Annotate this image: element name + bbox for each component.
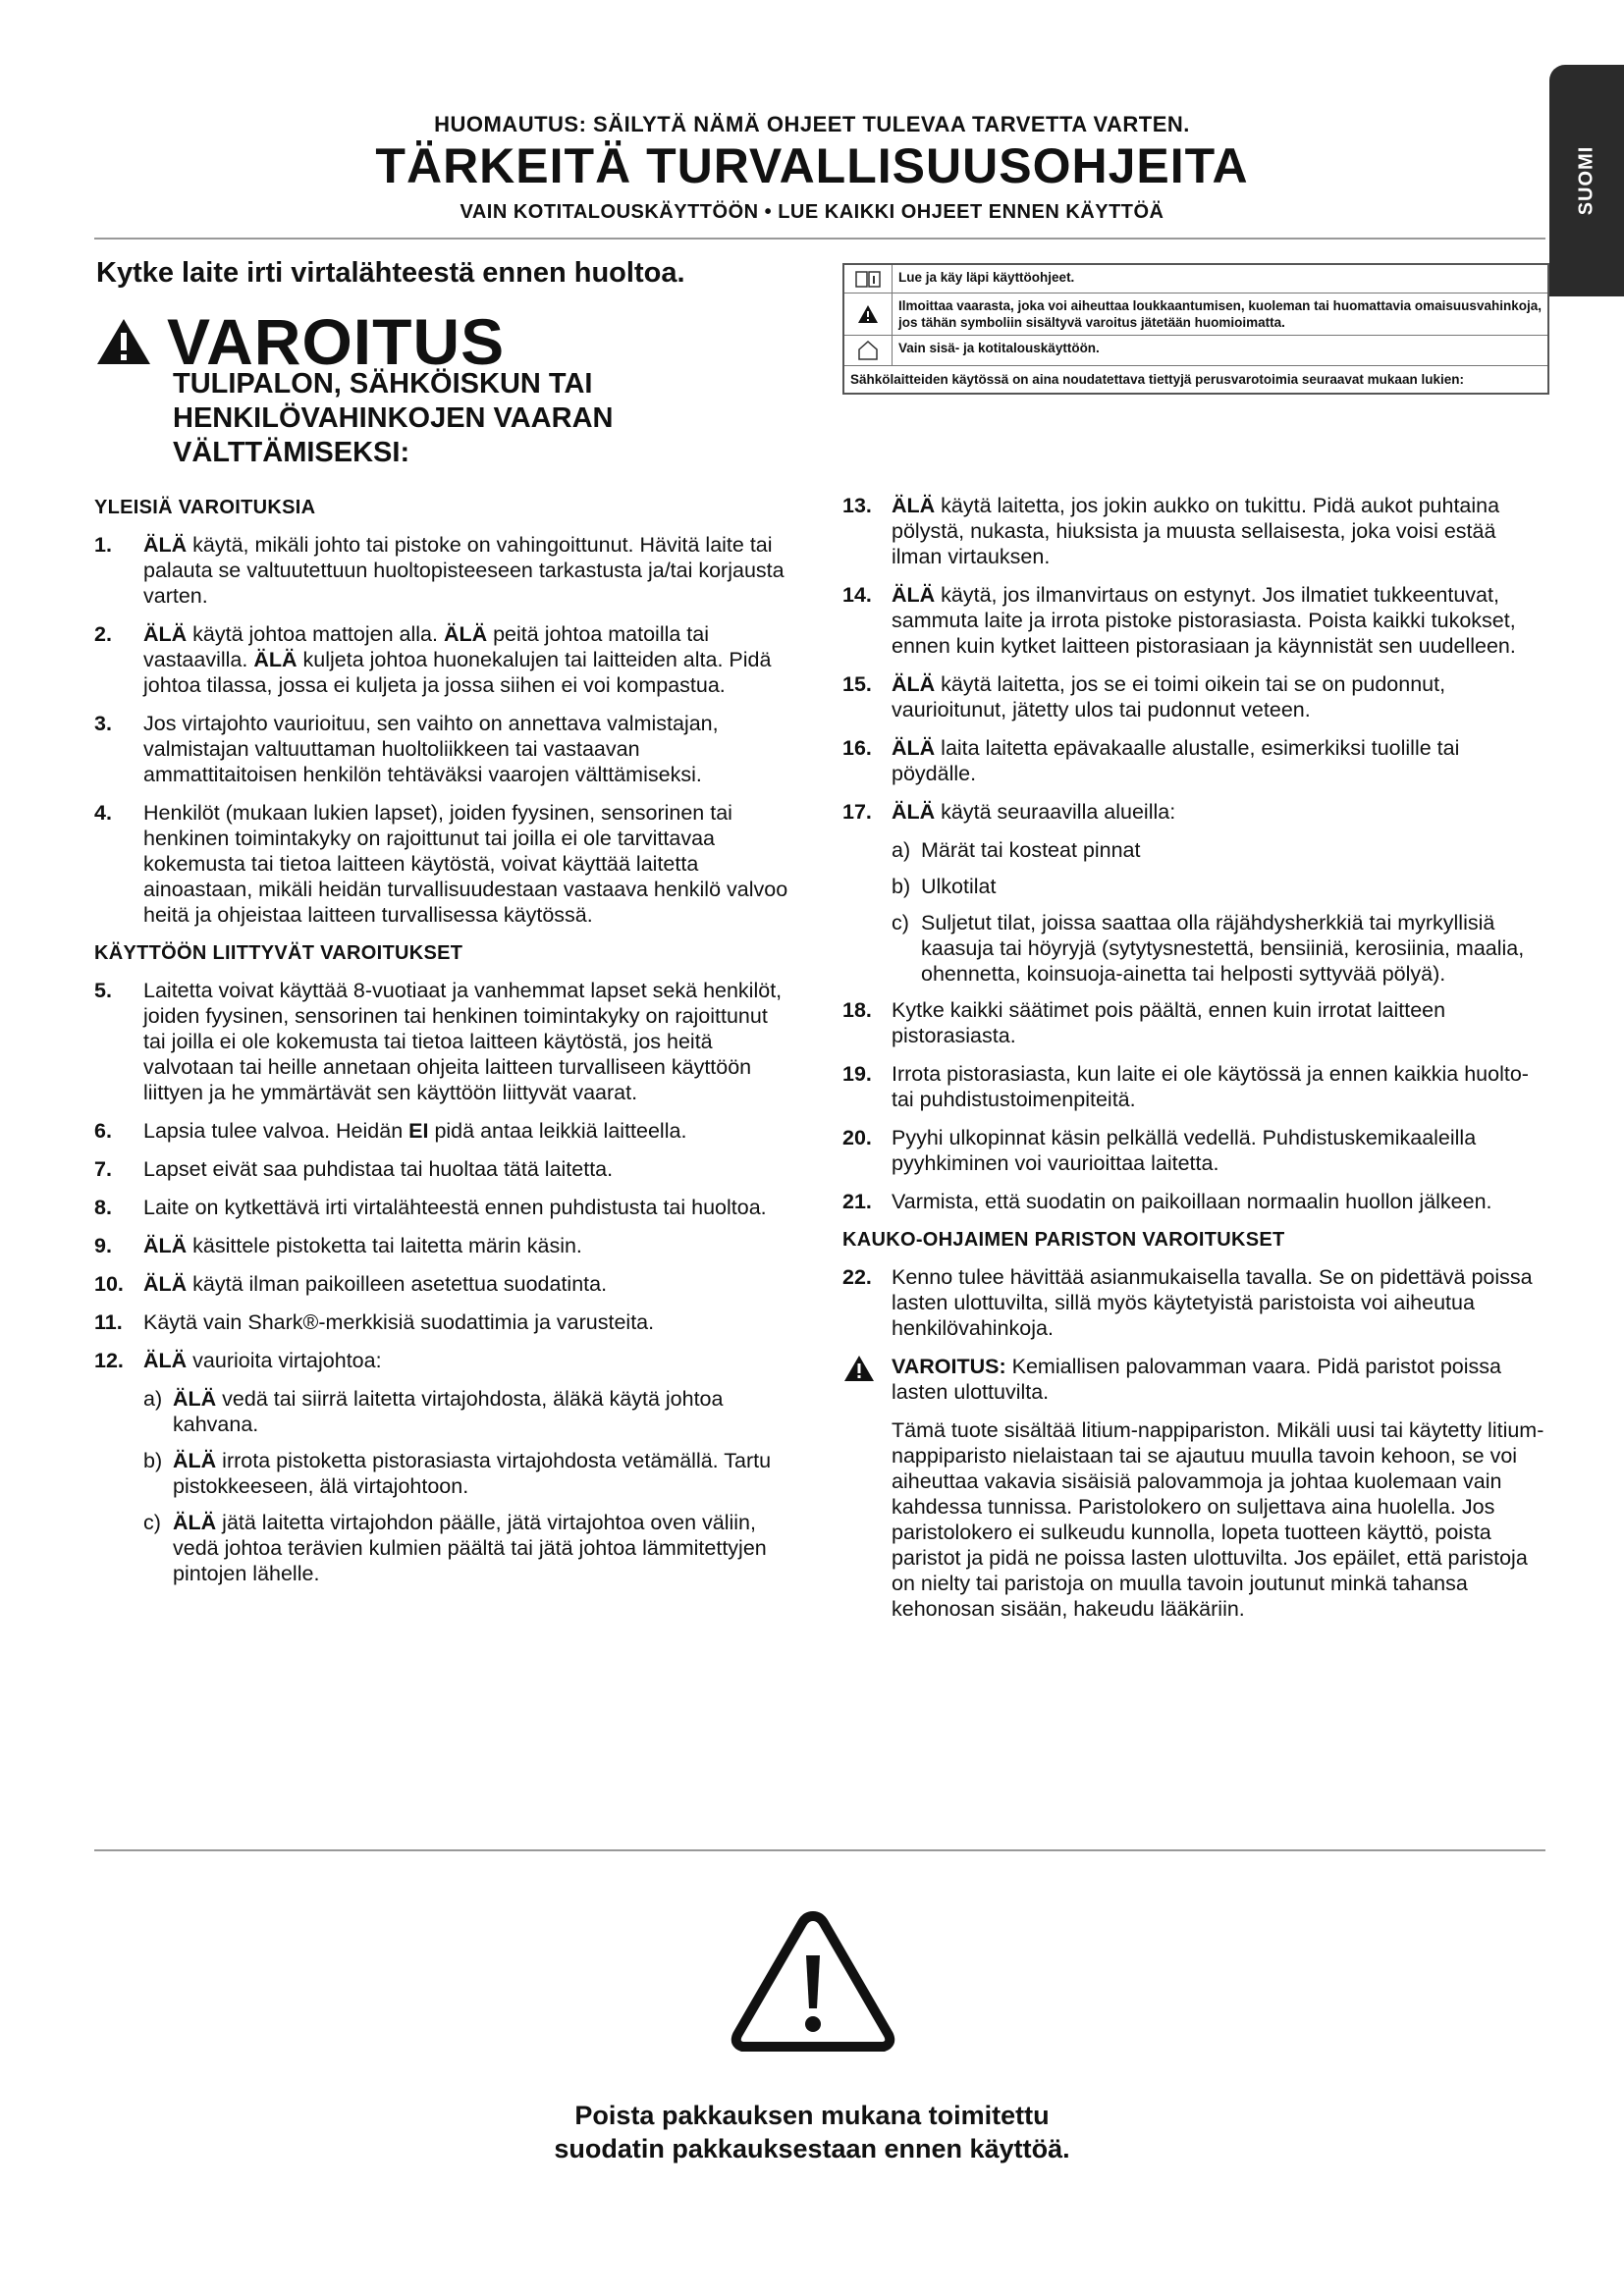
use-warnings-heading: KÄYTTÖÖN LIITTYVÄT VAROITUKSET [94,942,463,964]
list-item: 5. Laitetta voivat käyttää 8-vuotiaat ja vanhemmat lapset sekä henkilöt, joiden fyysinen, sensorinen tai henkinen toimintakyky on rajoittunut tai joilla ei ole kokemusta tai tietoa laitteen käytöstä, jos heitä valvotaan tai heille annetaan ohjeita laitteen turvalliseen käyttöön liittyen ja he ymmärtävät sen käyttöön liittyvät vaarat. [94,979,783,1104]
manual-book-icon [854,269,882,289]
unplug-notice: Kytke laite irti virtalähteestä ennen huoltoa. [96,257,685,289]
list-item: 10. ÄLÄ käytä ilman paikoilleen asetettua suodatinta. [94,1272,608,1296]
list-item: 20. Pyyhi ulkopinnat käsin pelkällä vedellä. Puhdistuskemikaaleilla pyyhkiminen voi vaurioittaa laitetta. [842,1126,1477,1175]
list-item: 17. ÄLÄ käytä seuraavilla alueilla: [842,800,1176,824]
list-item: 7. Lapset eivät saa puhdistaa tai huoltaa tätä laitetta. [94,1157,614,1181]
list-item: 16. ÄLÄ laita laitetta epävakaalle alustalle, esimerkiksi tuolille tai pöydälle. [842,736,1460,785]
battery-warnings-heading: KAUKO-OHJAIMEN PARISTON VAROITUKSET [842,1229,1285,1251]
large-warning-icon [729,1906,897,2056]
legend-row-precautions: Sähkölaitteiden käytössä on aina noudatettava tiettyjä perusvarotoimia seuraavat mukaan lukien: [850,372,1464,387]
warning-word: VAROITUS [167,305,506,378]
warning-triangle-icon [842,1354,876,1383]
list-item: 6. Lapsia tulee valvoa. Heidän EI pidä antaa leikkiä laitteella. [94,1119,687,1143]
legend-row-indoor: Vain sisä- ja kotitalouskäyttöön. [898,341,1100,355]
list-item: 13. ÄLÄ käytä laitetta, jos jokin aukko on tukittu. Pidä aukot puhtaina pölystä, nukasta, hiuksista ja muusta sellaisesta, joka voisi estää ilman virtauksen. [842,494,1500,568]
lithium-paragraph: Tämä tuote sisältää litium-nappipariston. Mikäli uusi tai käytetty litium-nappiparisto nielaistaan tai se ajautuu muulla tavoin kehoon, se voi aiheuttaa vakavia sisäisiä palovammoja ja johtaa kuolemaan vain kahdessa tunnissa. Paristolokero on suljettava aina huolella. Jos paristolokero ei sulkeudu kunnolla, lopeta tuotteen käyttö, poista paristot ja pidä ne poissa lasten ulottuvilta. Jos epäilet, että paristoja on nielty tai paristoja on muulla tavoin joutunut minkä tahansa kehonosan sisään, hakeudu lääkäriin. [892,1418,1544,1621]
sub-list-item: a) ÄLÄ vedä tai siirrä laitetta virtajohdosta, äläkä käytä johtoa kahvana. [143,1387,724,1436]
general-warnings-heading: YLEISIÄ VAROITUKSIA [94,497,316,518]
sub-list-item: c) Suljetut tilat, joissa saattaa olla räjähdysherkkiä tai myrkyllisiä kaasuja tai höyryjä (sytytysnestettä, bensiiniä, kerosiinia, maalia, ohennetta, koinsuoja-ainetta tai helposti syttyvää pölyä). [892,911,1525,986]
list-item: 3. Jos virtajohto vaurioituu, sen vaihto on annettava valmistajan, valmistajan valtuuttaman huoltoliikkeen tai vastaavan ammattitaitoisen henkilön tehtäväksi vaarojen välttämiseksi. [94,712,719,786]
list-item: 18. Kytke kaikki säätimet pois päältä, ennen kuin irrotat laitteen pistorasiasta. [842,998,1446,1047]
warning-triangle-icon [94,316,153,367]
list-item: 9. ÄLÄ käsittele pistoketta tai laitetta märin käsin. [94,1234,582,1257]
battery-warning: VAROITUS: Kemiallisen palovamman vaara. Pidä paristot poissa lasten ulottuvilta. [842,1354,1545,1405]
list-item: 8. Laite on kytkettävä irti virtalähteestä ennen puhdistusta tai huoltoa. [94,1196,767,1219]
list-item: 4. Henkilöt (mukaan lukien lapset), joiden fyysinen, sensorinen tai henkinen toimintakyky on rajoittunut tai joilla ei ole tarvittavaa kokemusta tai tietoa laitteen käytöstä, voivat käyttää laitetta ainoastaan, mikäli heidän turvallisuudestaan vastaava henkilö valvoo heitä ja ohjeistaa laitteen turvallisessa käytössä. [94,801,788,927]
legend-row-warning: Ilmoittaa vaarasta, joka voi aiheuttaa loukkaantumisen, kuoleman tai huomattavia omaisuusvahinkoja, jos tähän symboliin sisältyvä varoitus jätetään huomioimatta. [898,298,1542,330]
list-item: 1. ÄLÄ käytä, mikäli johto tai pistoke on vahingoittunut. Hävitä laite tai palauta se valtuutettuun huoltopisteeseen tarkastusta ja/tai korjausta varten. [94,533,785,608]
list-item: 22. Kenno tulee hävittää asianmukaisella tavalla. Se on pidettävä poissa lasten ulottuvilta, sillä myös käytetyistä paristoista voi aiheutua henkilövahinkoja. [842,1265,1533,1340]
right-column [842,493,1545,1632]
header-divider [94,238,1545,240]
list-item: 14. ÄLÄ käytä, jos ilmanvirtaus on estynyt. Jos ilmatiet tukkeentuvat, sammuta laite ja irrota pistoke pistorasiasta. Poista kaikki tukokset, ennen kuin kytket laitteen pistorasiaan ja käynnistät sen uudelleen. [842,583,1516,658]
list-item: 12. ÄLÄ vaurioita virtajohtoa: [94,1349,382,1372]
sub-list-item: b) ÄLÄ irrota pistoketta pistorasiasta virtajohdosta vetämällä. Tartu pistokkeeseen, älä virtajohtoon. [143,1449,772,1498]
header-subtitle: VAIN KOTITALOUSKÄYTTÖÖN • LUE KAIKKI OHJEET ENNEN KÄYTTÖÄ [460,201,1164,223]
sub-list-item: b) Ulkotilat [892,875,997,898]
bottom-divider [94,1849,1545,1851]
header-notice: HUOMAUTUS: SÄILYTÄ NÄMÄ OHJEET TULEVAA TARVETTA VARTEN. [434,112,1190,136]
list-item: 2. ÄLÄ käytä johtoa mattojen alla. ÄLÄ peitä johtoa matoilla tai vastaavilla. ÄLÄ kuljeta johtoa huonekalujen tai laitteiden alta. Pidä johtoa tilassa, jossa ei kuljeta ja jossa siihen ei voi kompastua. [94,622,772,697]
legend-row-manual: Lue ja käy läpi käyttöohjeet. [898,270,1075,285]
sub-list-item: c) ÄLÄ jätä laitetta virtajohdon päälle, jätä virtajohtoa oven väliin, vedä johtoa terävien kulmien päältä tai jätä johtoa lämmitettyjen pintojen lähelle. [143,1511,767,1585]
page-title: TÄRKEITÄ TURVALLISUUSOHJEITA [375,138,1249,193]
left-column [94,495,795,1597]
language-tab-label: SUOMI [1575,145,1597,216]
list-item: 15. ÄLÄ käytä laitetta, jos se ei toimi oikein tai se on pudonnut, vaurioitunut, jätetty ulos tai pudonnut veteen. [842,672,1446,721]
warning-symbol-icon [857,304,879,324]
battery-warning-label: VAROITUS: [892,1355,1006,1378]
warning-subtitle: TULIPALON, SÄHKÖISKUN TAI HENKILÖVAHINKOJEN VAARAN VÄLTTÄMISEKSI: [173,368,614,468]
list-item: 11. Käytä vain Shark®-merkkisiä suodattimia ja varusteita. [94,1310,655,1334]
list-item: 21. Varmista, että suodatin on paikoillaan normaalin huollon jälkeen. [842,1190,1492,1213]
filter-instruction: Poista pakkauksen mukana toimitettu suodatin pakkauksestaan ennen käyttöä. [554,2101,1070,2163]
sub-list-item: a) Märät tai kosteat pinnat [892,838,1141,862]
house-icon [856,340,880,361]
symbol-legend-box [842,263,1549,395]
list-item: 19. Irrota pistorasiasta, kun laite ei ole käytössä ja ennen kaikkia huolto- tai puhdistustoimenpiteitä. [842,1062,1529,1111]
